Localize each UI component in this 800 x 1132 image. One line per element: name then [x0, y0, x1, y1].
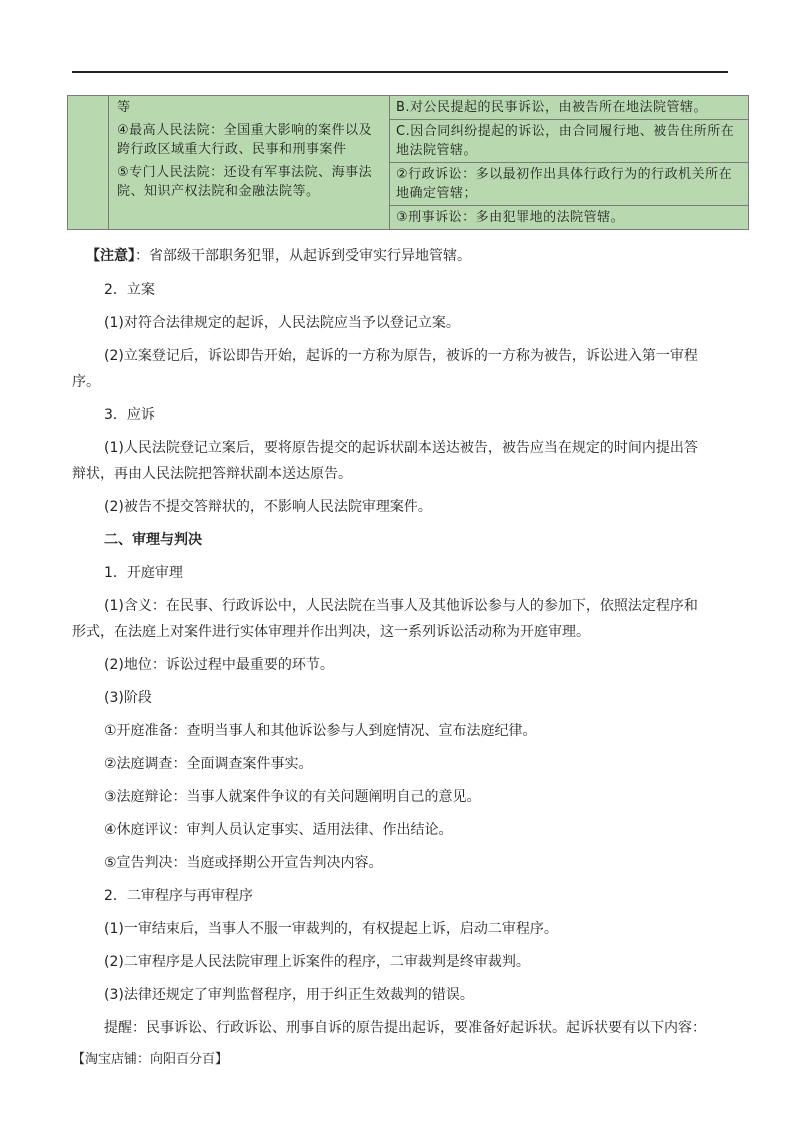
- paragraph: 形式，在法庭上对案件进行实体审理并作出判决，这一系列诉讼活动称为开庭审理。: [72, 624, 590, 640]
- table-left-cell: [109, 96, 390, 230]
- chapter-heading: 二、审理与判决: [104, 532, 202, 548]
- paragraph: (2)二审程序是人民法院审理上诉案件的程序，二审裁判是终审裁判。: [104, 954, 530, 970]
- paragraph: 序。: [72, 374, 100, 390]
- jurisdiction-table: [67, 95, 749, 230]
- list-item: ⑤宣告判决：当庭或择期公开宣告判决内容。: [104, 855, 383, 871]
- section-heading: 3．应诉: [104, 407, 155, 423]
- table-blank-cell: [68, 96, 109, 230]
- right-subcell: C.因合同纠纷提起的诉讼，由合同履行地、被告住所所在地法院管辖。: [390, 120, 748, 163]
- paragraph: (1)含义：在民事、行政诉讼中，人民法院在当事人及其他诉讼参与人的参加下，依照法定程序和: [104, 598, 698, 614]
- paragraph: (2)被告不提交答辩状的，不影响人民法院审理案件。: [104, 499, 432, 515]
- paragraph: (1)一审结束后，当事人不服一审裁判的，有权提起上诉，启动二审程序。: [104, 921, 558, 937]
- section-heading: 2．立案: [104, 282, 155, 298]
- table-right-cell: [390, 96, 749, 230]
- paragraph: (2)地位：诉讼过程中最重要的环节。: [104, 657, 334, 673]
- list-item: ②法庭调查：全面调查案件事实。: [104, 756, 313, 772]
- right-subcell: ③刑事诉讼：多由犯罪地的法院管辖。: [396, 210, 625, 225]
- paragraph: (1)对符合法律规定的起诉，人民法院应当予以登记立案。: [104, 315, 460, 331]
- list-item: ④休庭评议：审判人员认定事实、适用法律、作出结论。: [104, 822, 453, 838]
- list-item: ①开庭准备：查明当事人和其他诉讼参与人到庭情况、宣布法庭纪律。: [104, 723, 537, 739]
- note-line: [86, 246, 471, 267]
- left-cell-text: ④最高人民法院：全国重大影响的案件以及跨行政区域重大行政、民事和刑事案件: [117, 123, 373, 157]
- left-cell-text: 等: [117, 100, 131, 115]
- right-subcell: B.对公民提起的民事诉讼，由被告所在地法院管辖。: [390, 96, 748, 120]
- paragraph: (3)法律还规定了审判监督程序，用于纠正生效裁判的错误。: [104, 987, 474, 1003]
- section-heading: 1．开庭审理: [104, 565, 183, 581]
- paragraph: (3)阶段: [104, 690, 152, 706]
- footer-shop-label: 【淘宝店铺：向阳百分百】: [72, 1052, 229, 1067]
- list-item: ③法庭辩论：当事人就案件争议的有关问题阐明自己的意见。: [104, 789, 481, 805]
- paragraph: 提醒：民事诉讼、行政诉讼、刑事自诉的原告提出起诉，要准备好起诉状。起诉状要有以下内容：: [104, 1020, 706, 1036]
- section-heading: 2．二审程序与再审程序: [104, 888, 253, 904]
- note-text: ：省部级干部职务犯罪，从起诉到受审实行异地管辖。: [135, 248, 471, 264]
- note-label: 【注意】: [86, 248, 135, 264]
- header-rule: [72, 71, 728, 73]
- paragraph: 辩状，再由人民法院把答辩状副本送达原告。: [72, 466, 352, 482]
- right-subcell: ②行政诉讼：多以最初作出具体行政行为的行政机关所在地确定管辖；: [390, 163, 748, 206]
- left-cell-text: ⑤专门人民法院：还设有军事法院、海事法院、知识产权法院和金融法院等。: [117, 165, 373, 199]
- paragraph: (2)立案登记后，诉讼即告开始，起诉的一方称为原告，被诉的一方称为被告，诉讼进入第一审程: [104, 348, 698, 364]
- paragraph: (1)人民法院登记立案后，要将原告提交的起诉状副本送达被告，被告应当在规定的时间内提出答: [104, 440, 698, 456]
